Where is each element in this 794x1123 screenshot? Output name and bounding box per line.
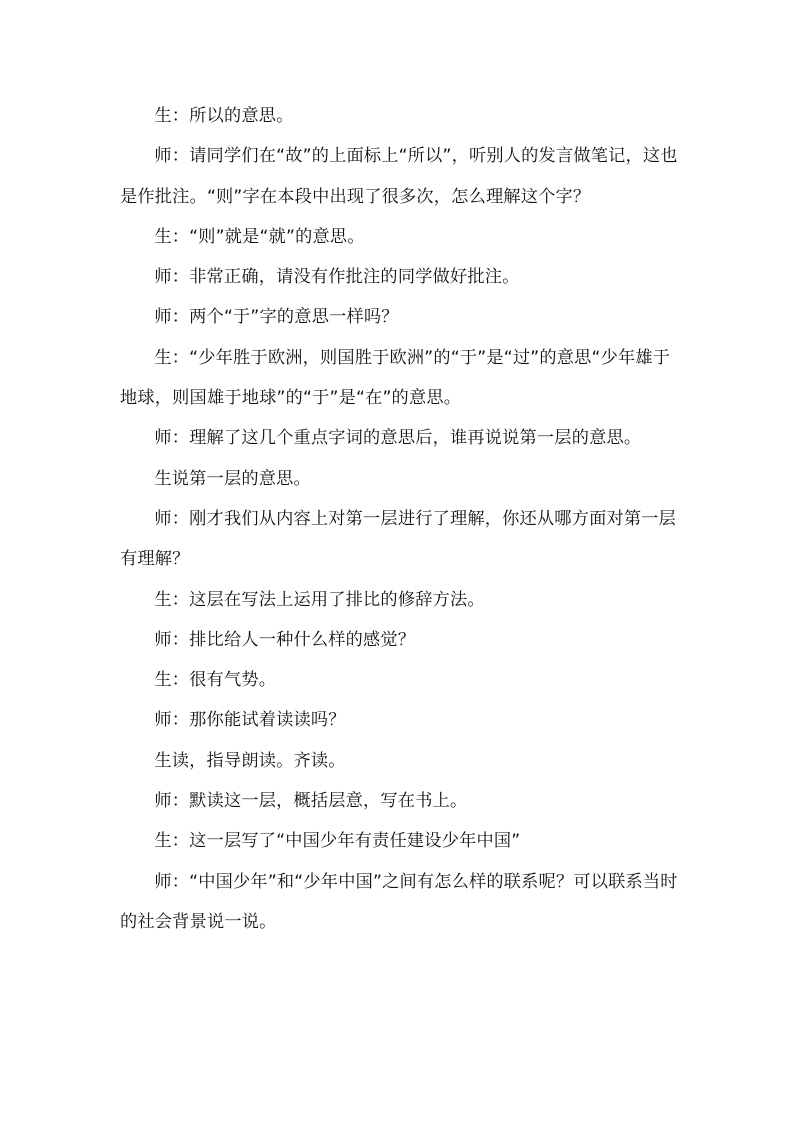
paragraph: 师：“中国少年”和“少年中国”之间有怎么样的联系呢？可以联系当时的社会背景说一说。 xyxy=(120,871,678,932)
paragraph: 生：这层在写法上运用了排比的修辞方法。 xyxy=(154,589,485,610)
paragraph: 师：非常正确，请没有作批注的同学做好批注。 xyxy=(154,267,520,288)
document-body xyxy=(120,96,684,942)
paragraph: 师：默读这一层，概括层意，写在书上。 xyxy=(154,791,468,812)
paragraph: 师：排比给人一种什么样的感觉？ xyxy=(154,629,416,650)
paragraph: 生：很有气势。 xyxy=(154,670,277,691)
paragraph: 师：请同学们在“故”的上面标上“所以”，听别人的发言做笔记，这也是作批注。“则”字在本段中出现了很多次，怎么理解这个字？ xyxy=(120,146,678,207)
paragraph: 师：刚才我们从内容上对第一层进行了理解，你还从哪方面对第一层有理解？ xyxy=(120,508,677,570)
paragraph: 师：理解了这几个重点字词的意思后，谁再说说第一层的意思。 xyxy=(154,428,642,449)
paragraph: 师：那你能试着读读吗？ xyxy=(154,710,346,731)
paragraph: 生：“少年胜于欧洲，则国胜于欧洲”的“于”是“过”的意思“少年雄于地球，则国雄于地球”的“于”是“在”的意思。 xyxy=(120,347,671,409)
paragraph: 师：两个“于”字的意思一样吗？ xyxy=(154,307,399,328)
paragraph: 生：所以的意思。 xyxy=(154,106,294,126)
paragraph: 生：这一层写了“中国少年有责任建设少年中国” xyxy=(154,831,521,852)
paragraph: 生读，指导朗读。齐读。 xyxy=(154,750,346,771)
paragraph: 生：“则”就是“就”的意思。 xyxy=(154,226,365,247)
paragraph: 生说第一层的意思。 xyxy=(154,468,311,489)
